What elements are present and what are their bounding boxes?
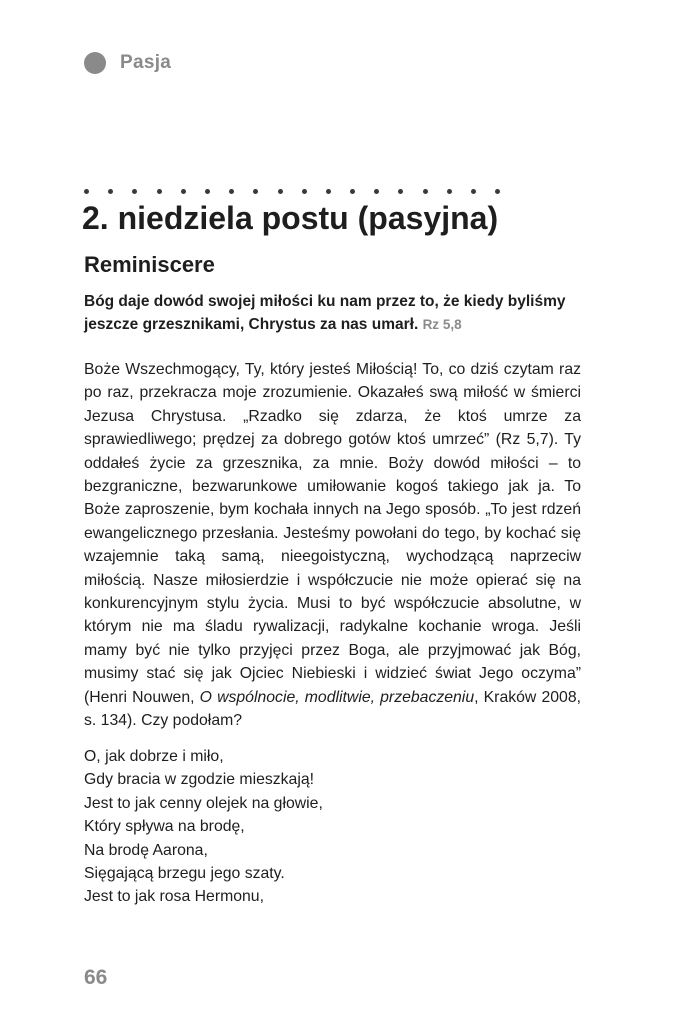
separator-dot — [471, 189, 476, 194]
running-header — [84, 52, 171, 74]
meditation-text-part2: , Kraków 2008, s. 134). Czy podołam? — [84, 688, 581, 730]
separator-dot — [108, 189, 113, 194]
meditation-text-part1: Boże Wszechmogący, Ty, który jesteś Miłością! To, co dziś czytam raz po raz, przekracza moje zrozumienie. Okazałeś swą miłość w śmierci Jezusa Chrystusa. „Rzadko się zdarza, że ktoś umrze za sprawiedliwego; prędzej za dobrego gotów ktoś umrzeć” (Rz 5,7). Ty oddałeś życie za grzesznika, za mnie. Boży dowód miłości – to bezgraniczne, bezwarunkowe umiłowanie kogoś takiego jak ja. To Boże zaproszenie, bym kochała innych na Jego sposób. „To jest rdzeń ewangelicznego przesłania. Jesteśmy powołani do tego, by kochać się wzajemnie taką samą, nieegoistyczną, wychodzącą naprzeciw miłością. Nasze miłosierdzie i współczucie nie może opierać się na konkurencyjnym stylu życia. Musi to być współczucie absolutne, w którym nie ma śladu rywalizacji, radykalne kochanie wroga. Jeśli mamy być nie tylko przyjęci przez Boga, ale przyjmować jak Bóg, musimy stać się jak Ojciec Niebieski i widzieć świat Jego oczyma” (Henri Nouwen, — [84, 361, 581, 706]
separator-dot — [132, 189, 137, 194]
psalm-quote — [84, 745, 584, 909]
cited-book-title: O wspólnocie, modlitwie, przebaczeniu — [199, 688, 475, 706]
psalm-line: Który spływa na brodę, — [84, 818, 245, 836]
dotted-separator — [84, 189, 519, 194]
separator-dot — [423, 189, 428, 194]
verse-reference: Rz 5,8 — [422, 317, 462, 332]
psalm-line: O, jak dobrze i miło, — [84, 748, 224, 765]
separator-dot — [229, 189, 234, 194]
chapter-title: 2. niedziela postu (pasyjna) — [82, 200, 499, 236]
page-number: 66 — [84, 966, 108, 989]
psalm-line: Gdy bracia w zgodzie mieszkają! — [84, 771, 315, 789]
meditation-text — [84, 358, 581, 733]
chapter-subtitle: Reminiscere — [84, 252, 215, 277]
separator-dot — [253, 189, 258, 194]
separator-dot — [495, 189, 500, 194]
separator-dot — [398, 189, 403, 194]
separator-dot — [326, 189, 331, 194]
psalm-line: Jest to jak rosa Hermonu, — [84, 888, 264, 906]
separator-dot — [302, 189, 307, 194]
separator-dot — [374, 189, 379, 194]
psalm-line: Na brodę Aarona, — [84, 841, 208, 859]
running-header-label: Pasja — [120, 52, 172, 73]
verse-text: Bóg daje dowód swojej miłości ku nam przez to, że kiedy byliśmy jeszcze grzesznikami, Chrystus za nas umarł. — [84, 293, 566, 333]
psalm-line: Jest to jak cenny olejek na głowie, — [84, 794, 323, 812]
separator-dot — [84, 189, 89, 194]
psalm-line: Sięgającą brzegu jego szaty. — [84, 865, 285, 883]
separator-dot — [350, 189, 355, 194]
separator-dot — [181, 189, 186, 194]
separator-dot — [157, 189, 162, 194]
separator-dot — [278, 189, 283, 194]
separator-dot — [447, 189, 452, 194]
bible-verse — [84, 290, 584, 336]
separator-dot — [205, 189, 210, 194]
section-dot-icon — [84, 52, 106, 74]
